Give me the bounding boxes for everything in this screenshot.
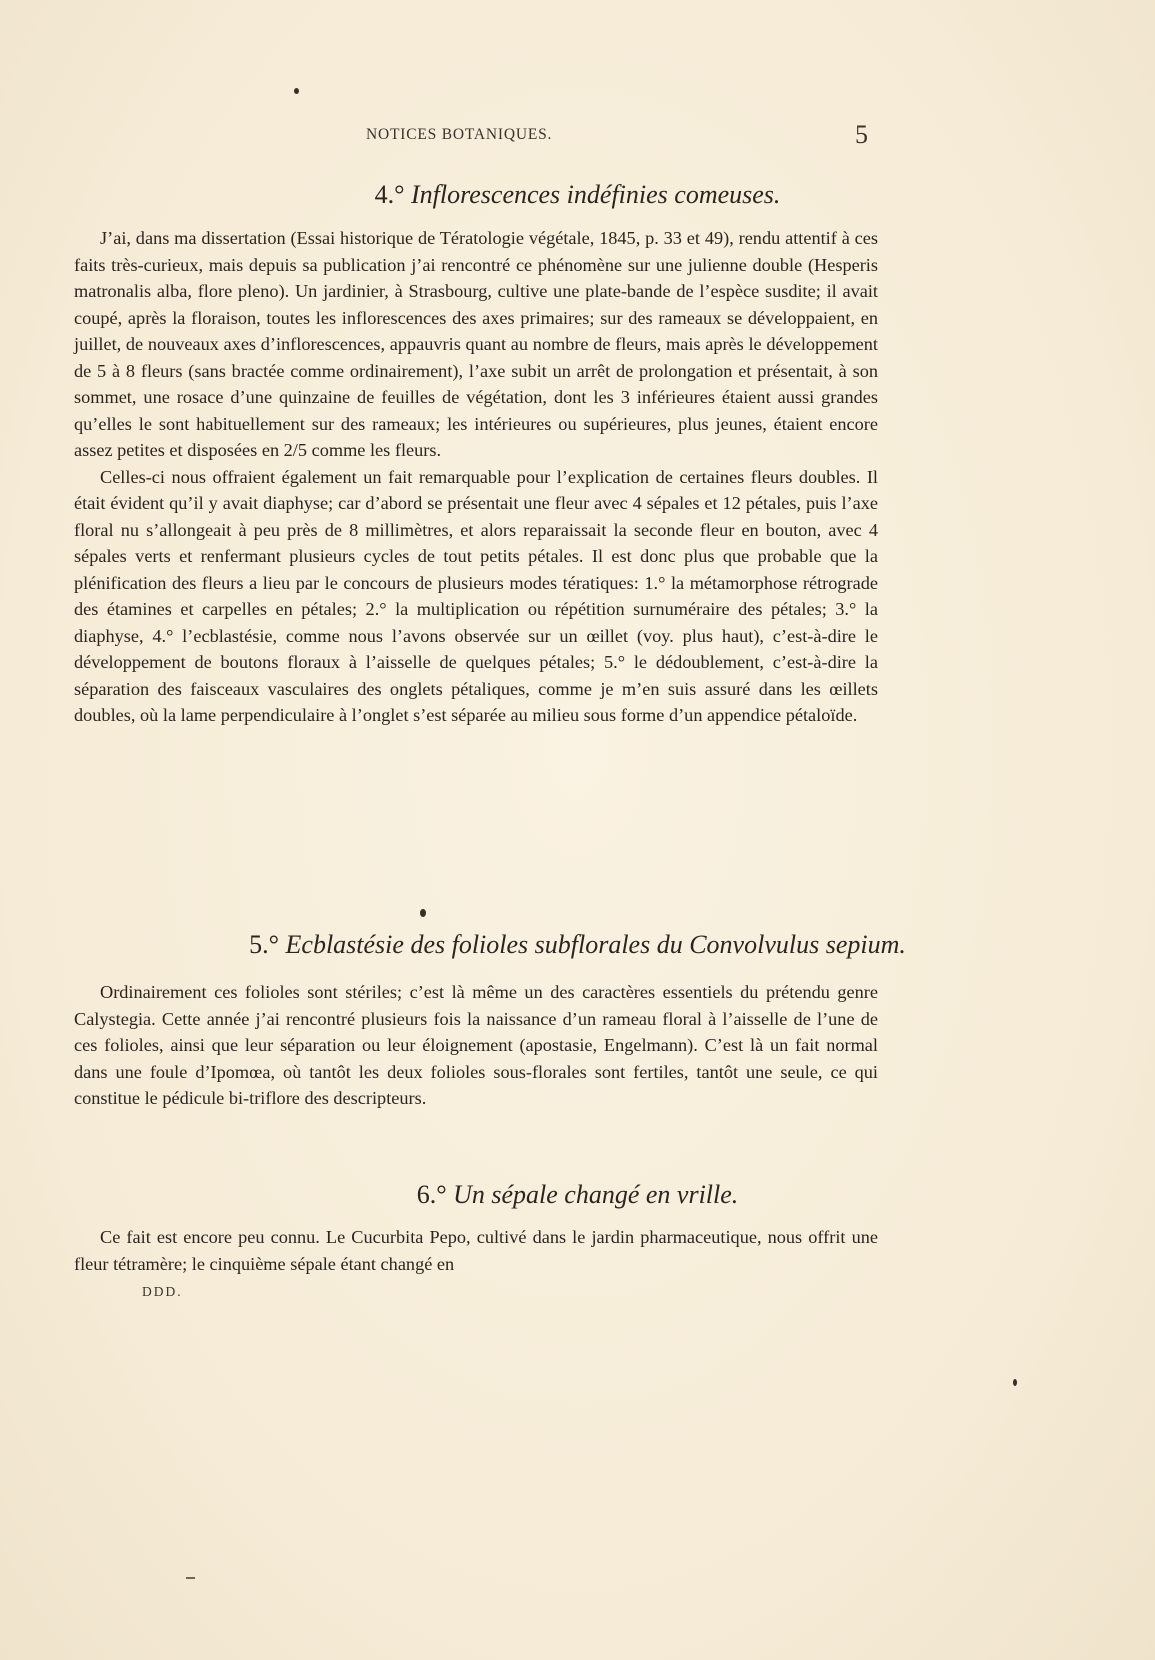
paragraph: Ce fait est encore peu connu. Le Cucurbita Pepo, cultivé dans le jardin pharmaceutique, nous offrit une fleur tétramère; le cinquième sépale étant changé en	[74, 1227, 878, 1274]
running-title: NOTICES BOTANIQUES.	[366, 126, 553, 143]
section-title: Inflorescences indéfinies comeuses.	[410, 180, 781, 209]
paragraph: Celles-ci nous offraient également un fait remarquable pour l’explication de certaines fleurs doubles. Il était évident qu’il y avait diaphyse; car d’abord se présentait une fleur avec 4 sépales et 12 pétales, puis l’axe floral nu s’allongeait à peu près de 8 millimètres, et alors reparaissait la seconde fleur en bouton, avec 4 sépales verts et renfermant plusieurs cycles de tout petits pétales. Il est donc plus que probable que la plénification des fleurs a lieu par le concours de plusieurs modes tératiques: 1.° la métamorphose rétrograde des étamines et carpelles en pétales; 2.° la multiplication ou répétition surnuméraire des pétales; 3.° la diaphyse, 4.° l’ecblastésie, comme nous l’avons observée sur un œillet (voy. plus haut), c’est-à-dire le développement de boutons floraux à l’aisselle de quelques pétales; 5.° le dédoublement, c’est-à-dire la séparation des faisceaux vasculaires des onglets pétaliques, comme je m’en suis assuré dans les œillets doubles, où la lame perpendiculaire à l’onglet s’est séparée au milieu sous forme d’un appendice pétaloïde.	[74, 466, 878, 725]
signature-mark: DDD.	[142, 1284, 183, 1299]
section-heading	[0, 1180, 1155, 1210]
section-title: Ecblastésie des folioles subflorales du Convolvulus sepium.	[285, 930, 906, 959]
section-number: 6.°	[416, 1180, 447, 1209]
margin-mark	[186, 1577, 195, 1579]
section-number: 4.°	[374, 180, 405, 209]
section-body	[74, 1224, 878, 1277]
section-title: Un sépale changé en vrille.	[453, 1180, 739, 1209]
section-body	[74, 979, 878, 1112]
paragraph: Ordinairement ces folioles sont stériles; c’est là même un des caractères essentiels du prétendu genre Calystegia. Cette année j’ai rencontré plusieurs fois la naissance d’un rameau floral à l’aisselle de l’une de ces folioles, ainsi que leur séparation ou leur éloignement (apostasie, Engelmann). C’est là un fait normal dans une foule d’Ipomœa, où tantôt les deux folioles sous-florales sont fertiles, tantôt une seule, ce qui constitue le pédicule bi-triflore des descripteurs.	[74, 982, 878, 1108]
running-head	[0, 120, 1155, 152]
section-heading	[0, 180, 1155, 210]
ink-speck	[1013, 1379, 1017, 1386]
section-number: 5.°	[249, 930, 280, 959]
section-body	[74, 225, 878, 729]
section-heading	[0, 930, 1155, 960]
page-number: 5	[855, 120, 868, 149]
paragraph: J’ai, dans ma dissertation (Essai historique de Tératologie végétale, 1845, p. 33 et 49), rendu attentif à ces faits très-curieux, mais depuis sa publication j’ai rencontré ce phénomène sur une julienne double (Hesperis matronalis alba, flore pleno). Un jardinier, à Strasbourg, cultive une plate-bande de l’espèce susdite; il avait coupé, après la floraison, toutes les inflorescences des axes primaires; sur des rameaux se développaient, en juillet, de nouveaux axes d’inflorescences, appauvris quant au nombre de fleurs, mais après le développement de 5 à 8 fleurs (sans bractée comme ordinairement), l’axe subit un arrêt de prolongation et présentait, à son sommet, une rosace d’une quinzaine de feuilles de végétation, dont les 3 inférieures étaient aussi grandes qu’elles le sont habituellement sur des rameaux; les intérieures ou supérieures, plus jeunes, étaient encore assez petites et disposées en 2/5 comme les fleurs.	[74, 228, 878, 460]
ink-speck	[294, 88, 299, 94]
ink-speck	[420, 909, 426, 917]
